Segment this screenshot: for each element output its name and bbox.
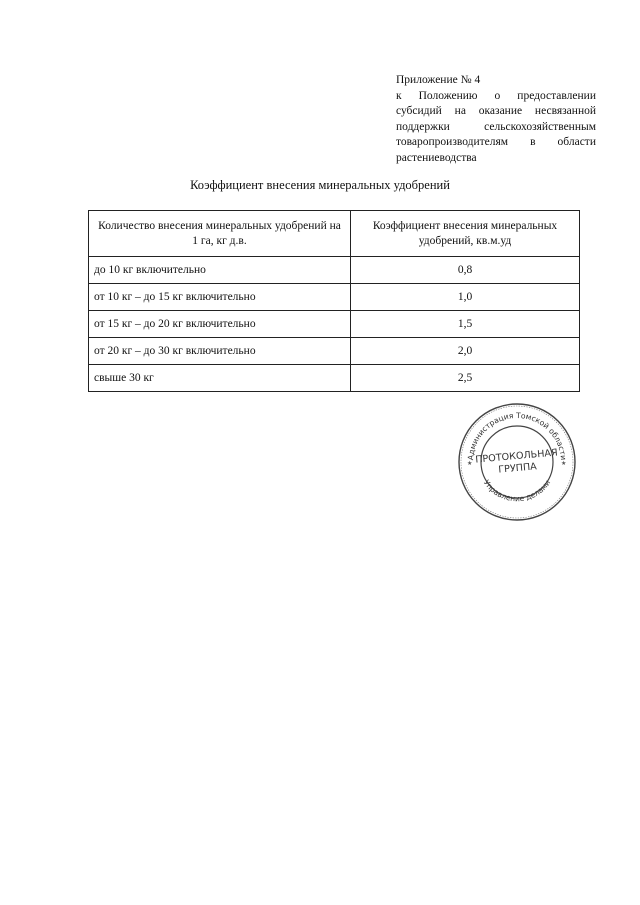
table-row [89, 311, 580, 338]
annex-note [396, 73, 596, 167]
row-coefficient: 0,8 [351, 257, 580, 284]
table-row [89, 365, 580, 392]
annex-text: к Положению о предоставлении субсидий на оказание несвязанной поддержки сельскохозяйственным товаропроизводителям в области растениеводства [396, 89, 596, 164]
stamp-center-line2: ГРУППА [497, 461, 538, 476]
table-row [89, 257, 580, 284]
document-title: Коэффициент внесения минеральных удобрений [190, 178, 450, 192]
row-coefficient: 2,0 [351, 338, 580, 365]
stamp-center-line1: ПРОТОКОЛЬНАЯ [474, 447, 559, 466]
table-row [89, 338, 580, 365]
star-icon: ★ [561, 461, 567, 467]
official-stamp [456, 401, 578, 523]
header-amount: Количество внесения минеральных удобрений на 1 га, кг д.в. [89, 211, 351, 257]
annex-heading: Приложение № 4 [396, 74, 481, 86]
row-amount: до 10 кг включительно [89, 257, 351, 284]
row-coefficient: 1,5 [351, 311, 580, 338]
row-coefficient: 1,0 [351, 284, 580, 311]
table-row [89, 284, 580, 311]
stamp-outer-bottom: Управление делами [481, 478, 553, 504]
row-amount: свыше 30 кг [89, 365, 351, 392]
coefficient-table [88, 210, 580, 392]
row-amount: от 15 кг – до 20 кг включительно [89, 311, 351, 338]
star-icon: ★ [467, 461, 473, 467]
row-amount: от 20 кг – до 30 кг включительно [89, 338, 351, 365]
row-amount: от 10 кг – до 15 кг включительно [89, 284, 351, 311]
stamp-outer-top: Администрация Томской области [465, 410, 569, 461]
table-header-row [89, 211, 580, 257]
header-coefficient: Коэффициент внесения минеральных удобрений, кв.м.уд [351, 211, 580, 257]
row-coefficient: 2,5 [351, 365, 580, 392]
